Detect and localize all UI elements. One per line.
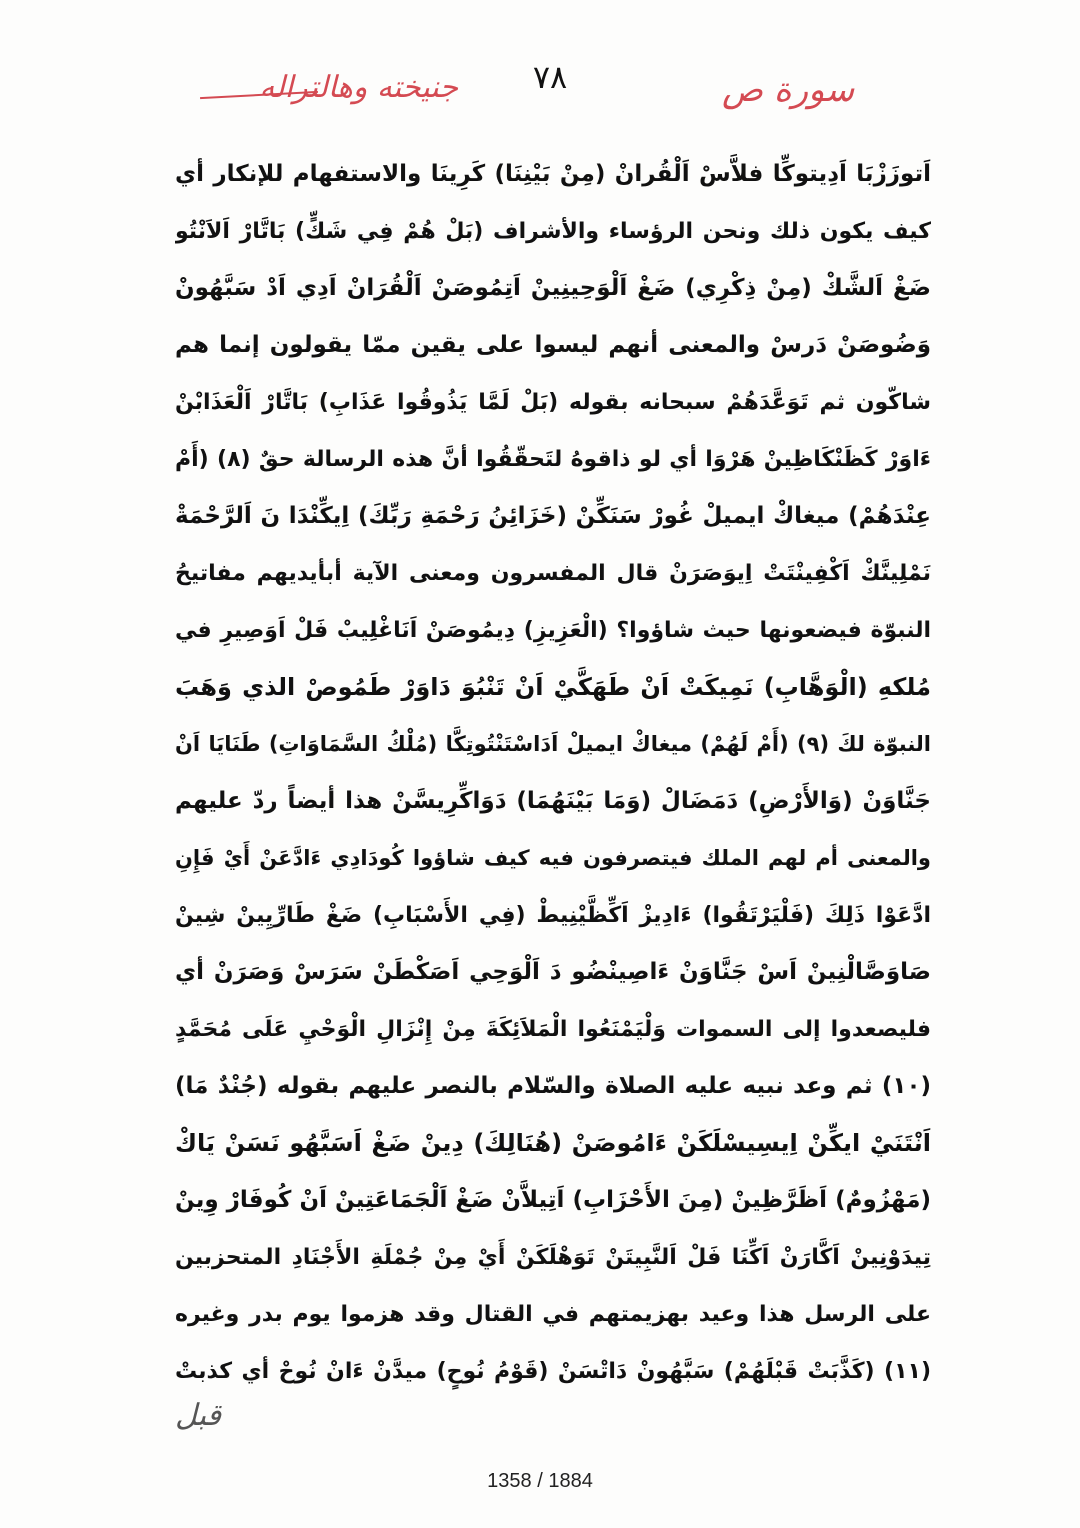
text-line: اَنْتَنَيْ ايكِّنْ اِيسِيسْلَكَنْ ءَامُوصَنْ (هُنَالِكَ) دِينْ ضَغْ اَسَبَّهُو نَسَنْ يَاكْ (175, 1129, 931, 1157)
text-line: (١١) (كَذَّبَتْ قَبْلَهُمْ) سَبَّهُونْ دَاتْسَنْ (قَوْمُ نُوحٍ) ميدَّنْ ءَانْ نُوحْ أي كذبتْ (175, 1359, 931, 1384)
text-line: عِنْدَهُمْ) ميغاكْ ايميلْ غُورْ سَنَكِّنْ (خَزَائِنُ رَحْمَةِ رَبِّكَ) اِيكِّنْدَا نَ اَلرَّحْمَةْ (175, 503, 931, 529)
text-line: على الرسل هذا وعيد بهزيمتهم في القتال وقد هزموا يوم بدر وغيره (175, 1302, 931, 1327)
text-line: (مَهْزُومٌ) اَظَرَّظِينْ (مِنَ الأَحْزَابِ) اَتِيلاَّنْ ضَغْ اَلْجَمَاعَتِينْ اَنْ كُوفَارْ وِينْ (175, 1187, 931, 1213)
text-line: مُلكهِ (الْوَهَّابِ) نَمِيكَتْ اَنْ طَهَكَّيْ اَنْ تَنْبُوَ دَاوَرْ طَمُوصْ الذي وَهَبَ (175, 673, 931, 701)
text-line: شاكّون ثم تَوَعَّدَهُمْ سبحانه بقوله (بَلْ لَمَّا يَذُوقُوا عَذَابِ) بَاتَّارْ اَلْعَذَابْنْ (175, 390, 931, 415)
text-line: ادَّعَوْا ذَلِكَ (فَلْيَرْتَقُوا) ءَادِيزْ اَكِّظَّيْنِيطْ (فِي الأَسْبَابِ) ضَغْ طَارِّيِينْ شِينْ (175, 903, 931, 928)
page-number: ٧٨ (532, 58, 568, 96)
text-line: اَتوزَزْبَا اَدِيتوكِّا فلاَّسْ اَلْقُرانْ (مِنْ بَيْنِنَا) كَرِينَا والاستفهام للإنكار أي (175, 161, 931, 187)
text-line: والمعنى أم لهم الملك فيتصرفون فيه كيف شاؤوا كُودَادِي ءَادَّعَنْ أَيْ فَإِنِ (175, 846, 931, 870)
text-line: النبوّة فيضعونها حيث شاؤوا؟ (الْعَزِيزِ) دِيمُوصَنْ اَنَاغْلِيبْ فَلْ اَوَصِيرِ في (175, 618, 931, 643)
text-line: ضَغْ اَلشَّكْ (مِنْ ذِكْرِي) ضَغْ اَلْوَحِينِينْ اَتِمُوصَنْ اَلْقُرَانْ اَدِي اَدْ سَبَّهُونْ (175, 275, 931, 301)
text-line: فليصعدوا إلى السموات وَلْيَمْنَعُوا الْمَلاَئِكَةَ مِنْ إِنْزَالِ الْوَحْيِ عَلَى مُحَمَّدٍ (175, 1017, 931, 1042)
surah-title: سورة ص (722, 70, 855, 110)
text-line: وَضُوصَنْ دَرسْ والمعنى أنهم ليسوا على يقين ممّا يقولون إنما هم (175, 332, 931, 358)
text-line: جَنَّاوَنْ (وَالأَرْضِ) دَمَضَالْ (وَمَا بَيْنَهُمَا) دَوَاكِّرِيسَّنْ هذا أيضاً ردّ عليهم (175, 788, 931, 814)
text-line: (١٠) ثم وعد نبيه عليه الصلاة والسّلام بالنصر عليهم بقوله (جُنْدٌ مَا) (175, 1073, 931, 1099)
text-line: صَاوَصَّالْنِينْ اَسْ جَنَّاوَنْ ءَاصِينْضُو دَ اَلْوَحِي اَصَكْطَنْ سَرَسْ وَصَرَنْ أي (175, 959, 931, 985)
text-line: ءَاوَرْ كَظَنْكَاظِينْ هَرْوَا أي لو ذاقوهُ لتَحقّقُوا أنَّ هذه الرسالة حقٌ (٨) (أَمْ (175, 447, 931, 472)
handwritten-note-left-text: جنيخته وهالتراله (259, 70, 458, 105)
page-indicator: 1358 / 1884 (487, 1470, 593, 1492)
text-line: النبوّة لكَ (٩) (أَمْ لَهُمْ) ميغاكْ ايميلْ اَدَاسْتَنْتُوتِكَّا (مُلْكُ السَّمَاوَاتِ) طَنَايَا اَنْ (175, 732, 931, 756)
catchword: قبل (175, 1398, 222, 1433)
body-text (175, 146, 931, 1400)
handwritten-note-left (198, 70, 458, 130)
text-line: كيف يكون ذلك ونحن الرؤساء والأشراف (بَلْ هُمْ فِي شَكٍّ) بَاتَّارْ اَلاَنْتُو (175, 219, 931, 244)
text-line: تِيدَوْنِينْ اَكَّارَنْ اَكِّنَا فَلْ اَلنَّبِيتَنْ تَوَهْلَكَنْ أَيْ مِنْ جُمْلَةِ الأَجْنَادِ المتحزبين (175, 1245, 931, 1270)
text-line: نَمْلِينَّكْ اَكْفِينْتَتْ اِيوَصَرَنْ قال المفسرون ومعنى الآية أبأيديهم مفاتيحُ (175, 561, 931, 586)
